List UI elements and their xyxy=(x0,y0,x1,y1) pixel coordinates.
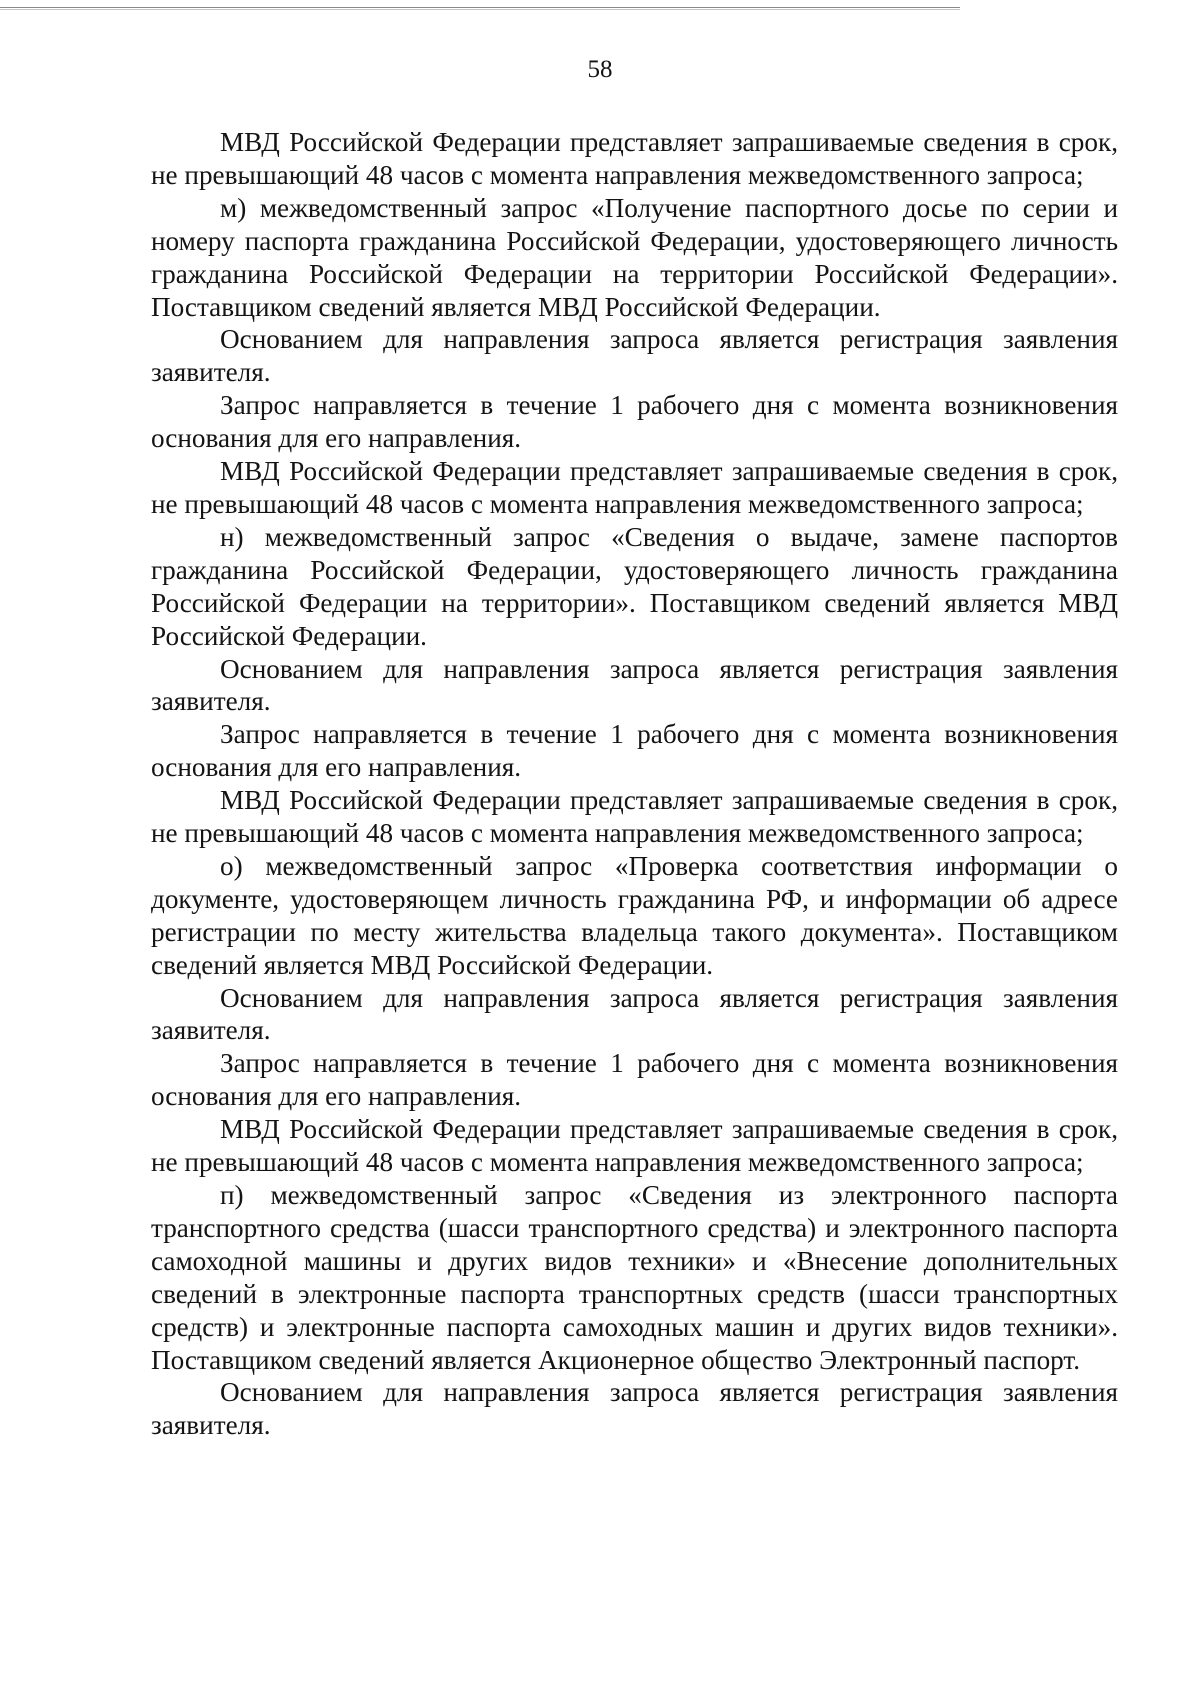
scan-top-edge-shadow xyxy=(0,9,960,10)
paragraph-request-o: о) межведомственный запрос «Проверка соответствия информации о документе, удостоверяющем личность гражданина РФ, и информации об адресе регистрации по месту жительства владельца такого документа». Поставщиком сведений является МВД Российской Федерации. xyxy=(151,850,1118,980)
page-number: 58 xyxy=(587,56,613,83)
paragraph-mvd-response-term-1: МВД Российской Федерации представляет запрашиваемые сведения в срок, не превышающий 48 часов с момента направления межведомственного запроса; xyxy=(151,127,1118,190)
paragraph-mvd-response-term-o: МВД Российской Федерации представляет запрашиваемые сведения в срок, не превышающий 48 часов с момента направления межведомственного запроса; xyxy=(151,1114,1118,1178)
paragraph-request-basis-m: Основанием для направления запроса является регистрация заявления заявителя. xyxy=(151,324,1118,388)
paragraph-request-timing-m: Запрос направляется в течение 1 рабочего дня с момента возникновения основания для его направления. xyxy=(151,390,1118,454)
paragraph-request-basis-o: Основанием для направления запроса является регистрация заявления заявителя. xyxy=(151,982,1118,1046)
paragraph-request-basis-p: Основанием для направления запроса является регистрация заявления заявителя. xyxy=(151,1377,1118,1441)
document-body xyxy=(151,126,1118,1442)
paragraph-request-basis-n: Основанием для направления запроса является регистрация заявления заявителя. xyxy=(151,653,1118,717)
paragraph-request-p: п) межведомственный запрос «Сведения из электронного паспорта транспортного средства (шасси транспортного средства) и электронного паспорта самоходной машины и других видов техники» и «Внесение дополнительных сведений в электронные паспорта транспортных средств (шасси транспортных средств) и электронные паспорта самоходных машин и других видов техники». Поставщиком сведений является Акционерное общество Электронный паспорт. xyxy=(151,1180,1118,1375)
paragraph-request-m: м) межведомственный запрос «Получение паспортного досье по серии и номеру паспорта гражданина Российской Федерации, удостоверяющего личность гражданина Российской Федерации на территории Российской Федерации». Поставщиком сведений является МВД Российской Федерации. xyxy=(151,192,1118,322)
scan-top-edge-line xyxy=(0,7,960,8)
paragraph-request-timing-o: Запрос направляется в течение 1 рабочего дня с момента возникновения основания для его направления. xyxy=(151,1048,1118,1112)
paragraph-request-n: н) межведомственный запрос «Сведения о выдаче, замене паспортов гражданина Российской Федерации, удостоверяющего личность гражданина Российской Федерации на территории». Поставщиком сведений является МВД Российской Федерации. xyxy=(151,521,1118,651)
paragraph-mvd-response-term-m: МВД Российской Федерации представляет запрашиваемые сведения в срок, не превышающий 48 часов с момента направления межведомственного запроса; xyxy=(151,456,1118,519)
paragraph-request-timing-n: Запрос направляется в течение 1 рабочего дня с момента возникновения основания для его направления. xyxy=(151,719,1118,783)
paragraph-mvd-response-term-n: МВД Российской Федерации представляет запрашиваемые сведения в срок, не превышающий 48 часов с момента направления межведомственного запроса; xyxy=(151,785,1118,849)
